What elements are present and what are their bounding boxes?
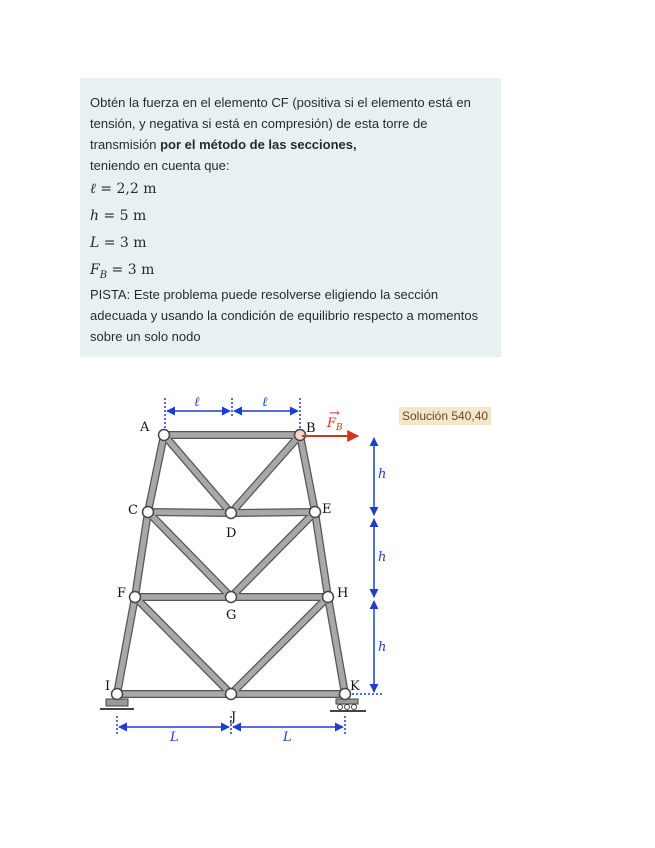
dim-label-h-1: h — [378, 467, 387, 482]
dimension-ell — [165, 398, 300, 430]
dim-label-h-2: h — [378, 550, 387, 565]
pin-support-I — [100, 699, 134, 709]
joint-A — [159, 430, 170, 441]
variable-ell: ℓ = 2,2 m — [90, 181, 157, 197]
member-HJ — [231, 597, 328, 694]
joint-I — [112, 689, 123, 700]
node-label-D: D — [226, 526, 237, 541]
joint-J — [226, 689, 237, 700]
statement-end: teniendo en cuenta que: — [90, 158, 230, 173]
member-BE — [300, 435, 315, 512]
hint-text: PISTA: Este problema puede resolverse eligiendo la sección adecuada y usando la condición de equilibrio respecto a momentos sobre un solo nodo — [90, 287, 479, 344]
node-label-H: H — [337, 586, 349, 601]
member-EG — [231, 512, 315, 597]
dim-label-ell-1: ℓ — [194, 395, 200, 410]
joint-G — [226, 592, 237, 603]
variable-L: L = 3 m — [90, 235, 147, 251]
dim-label-L-2: L — [283, 730, 292, 745]
member-EH — [315, 512, 328, 597]
joint-F — [130, 592, 141, 603]
roller-support-K — [330, 699, 366, 711]
joint-C — [143, 507, 154, 518]
member-BD — [231, 435, 300, 513]
solution-badge: Solución 540,40 — [399, 407, 491, 425]
node-label-K: K — [350, 679, 360, 694]
node-label-A: A — [140, 420, 150, 435]
joint-K — [340, 689, 351, 700]
statement-bold: por el método de las secciones, — [160, 137, 357, 152]
node-label-E: E — [322, 502, 332, 517]
joint-D — [226, 508, 237, 519]
truss-members — [117, 435, 345, 694]
dim-label-ell-2: ℓ — [262, 395, 268, 410]
member-AD — [164, 435, 231, 513]
node-label-J: J — [231, 710, 237, 725]
dim-label-h-3: h — [378, 640, 387, 655]
node-label-G: G — [226, 608, 237, 623]
variable-h: h = 5 m — [90, 208, 147, 224]
member-CD — [148, 512, 231, 513]
force-label-FB: $F_B$ — [327, 416, 343, 433]
dim-label-L-1: L — [170, 730, 179, 745]
statement-start: Obtén la fuerza en el elemento CF (positiva si el elemento está en tensión, y negativa si está en compresión) de esta torre de transmisión — [90, 95, 471, 152]
member-FJ — [135, 597, 231, 694]
node-label-C: C — [128, 503, 138, 518]
member-HK — [328, 597, 345, 694]
vector-arrow-icon: → — [329, 406, 340, 421]
member-CG — [148, 512, 231, 597]
node-label-B: B — [306, 421, 316, 436]
node-label-F: F — [117, 586, 127, 601]
variable-FB: $F_B = 3$ m — [90, 262, 155, 281]
member-DE — [231, 512, 315, 513]
member-CF — [135, 512, 148, 597]
node-label-I: I — [105, 679, 111, 694]
truss-joints — [112, 430, 351, 700]
member-FI — [117, 597, 135, 694]
joint-H — [323, 592, 334, 603]
joint-E — [310, 507, 321, 518]
member-AC — [148, 435, 164, 512]
